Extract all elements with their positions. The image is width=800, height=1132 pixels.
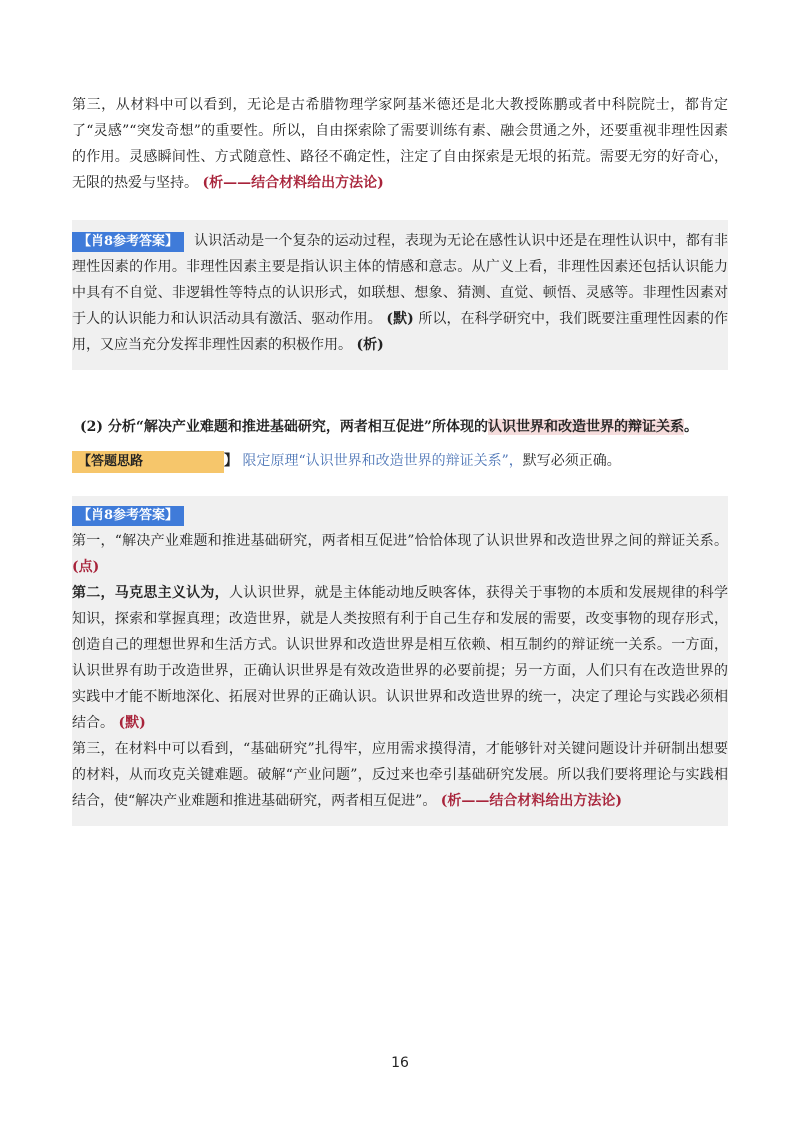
question-2-suffix: 。	[683, 419, 698, 435]
answer-1-text-part1: 认识活动是一个复杂的运动过程，表现为无论在感性认识中还是在理性认识中，都有非理性因素的作用。非理性因素主要是指认识主体的情感和意志。从广义上看，非理性因素还包括认识能力中具有不自觉、非逻辑性等特点的认识形式，如联想、想象、猜测、直觉、顿悟、灵感等。非理性因素对于人的认识能力和认识活动具有激活、驱动作用。	[72, 233, 728, 327]
mark-xi-2: (析——结合材料给出方法论)	[440, 793, 623, 809]
analysis-note: (析——结合材料给出方法论)	[202, 175, 384, 191]
hint-rest: 默写必须正确。	[522, 453, 621, 469]
answer-2-p3-text: 第三，在材料中可以看到，“基础研究”扎得牢，应用需求摸得清，才能够针对关键问题设计并研制出想要的材料，从而攻克关键难题。破解“产业问题”，反过来也牵引基础研究发展。所以我们要将理论与实践相结合，使“解决产业难题和推进基础研究，两者相互促进”。	[72, 741, 728, 809]
paragraph-third-point	[72, 92, 728, 196]
answer-2-point-2	[72, 580, 728, 736]
answer-box-2	[72, 496, 728, 826]
answer-2-p2-text: 人认识世界，就是主体能动地反映客体，获得关于事物的本质和发展规律的科学知识，探索和掌握真理；改造世界，就是人类按照有利于自己生存和发展的需要，改变事物的现存形式，创造自己的理想世界和生活方式。认识世界和改造世界是相互依赖、相互制约的辩证统一关系。一方面，认识世界有助于改造世界，正确认识世界是有效改造世界的必要前提；另一方面，人们只有在改造世界的实践中才能不断地深化、拓展对世界的正确认识。认识世界和改造世界的统一，决定了理论与实践必须相结合。	[72, 585, 729, 731]
page-number: 16	[391, 1055, 409, 1071]
answer-2-point-3	[72, 736, 728, 814]
paragraph-text: 第三，从材料中可以看到，无论是古希腊物理学家阿基米德还是北大教授陈鹏或者中科院院士，都肯定了“灵感”“突发奇想”的重要性。所以，自由探索除了需要训练有素、融会贯通之外，还要重视非理性因素的作用。灵感瞬间性、方式随意性、路径不确定性，注定了自由探索是无垠的拓荒。需要无穷的好奇心，无限的热爱与坚持。	[72, 97, 728, 191]
page-content	[72, 86, 728, 826]
question-2	[72, 414, 728, 440]
answer-1-text	[72, 228, 728, 358]
answer-2-tag-line	[72, 502, 728, 528]
answer-1-text-part2: 所以，在科学研究中，我们既要注重理性因素的作用，又应当充分发挥非理性因素的积极作用。	[72, 311, 729, 353]
answer-tag: 【肖8参考答案】	[72, 232, 184, 252]
answer-box-1	[72, 220, 728, 370]
answer-2-point-1	[72, 528, 728, 580]
mark-dian: (点)	[72, 559, 100, 575]
hint-tag: 【答题思路	[72, 451, 224, 473]
hint-principle: 限定原理“认识世界和改造世界的辩证关系”，	[242, 453, 523, 469]
hint-line	[72, 448, 728, 474]
mark-mo-2: (默)	[118, 715, 146, 731]
answer-2-p1-text: 第一，“解决产业难题和推进基础研究，两者相互促进”恰恰体现了认识世界和改造世界之间的辩证关系。	[72, 533, 728, 549]
hint-tag-end: 】	[224, 453, 238, 469]
mark-xi: (析)	[356, 337, 384, 353]
answer-2-p2-lead: 第二，马克思主义认为，	[72, 585, 229, 601]
mark-mo: (默)	[386, 311, 414, 327]
question-2-prefix: (2) 分析“解决产业难题和推进基础研究，两者相互促进”所体现的	[80, 419, 488, 435]
answer-2-tag: 【肖8参考答案】	[72, 506, 184, 526]
question-2-highlight: 认识世界和改造世界的辩证关系	[487, 419, 684, 435]
